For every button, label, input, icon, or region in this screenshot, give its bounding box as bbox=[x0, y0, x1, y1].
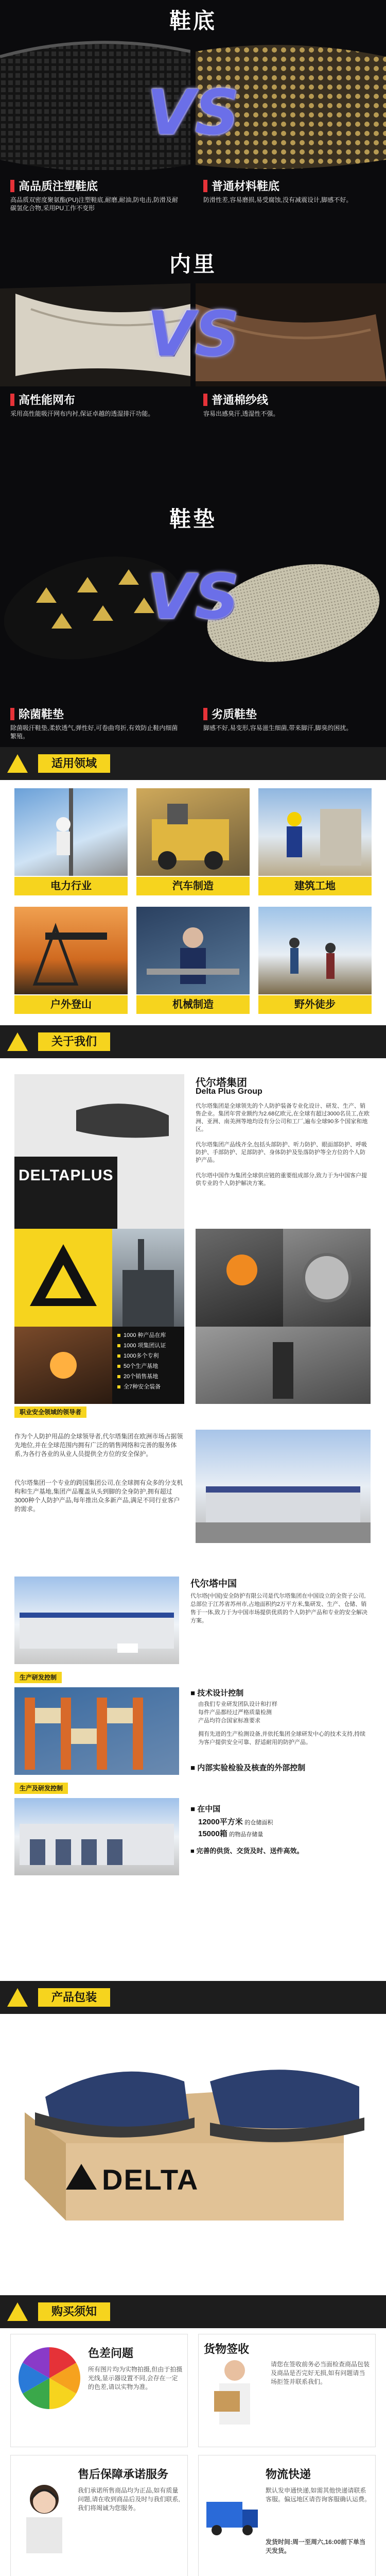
delta-logo-panel bbox=[14, 1229, 112, 1327]
about-intro-1: 代尔塔集团是全球领先的个人防护装备专业化设计、研发、生产、销售企业。集团年营业额约为2.68亿欧元,在全球有超过3000名员工,在欧洲、亚洲、南美洲等地均设有分公司和工厂,遍布全球90多个国家和地区。 bbox=[196, 1103, 370, 1132]
insole-right-block bbox=[203, 706, 373, 732]
worker-image bbox=[196, 1327, 371, 1404]
lining-left-label: 高性能网布 bbox=[10, 392, 180, 408]
control-1-title bbox=[190, 1687, 243, 1698]
control-2-title-text: 内部实验检验及核查的外部控制 bbox=[197, 1764, 306, 1772]
brand-panel bbox=[14, 1074, 184, 1229]
stat-item: 50个生产基地 bbox=[117, 1361, 184, 1371]
about-para-2: 代尔塔集团一个专业的跨国集团公司,在全球拥有众多的分支机构和生产基地,集团产品覆盖从头到脚的全身防护,拥有超过3000种个人防护产品,每年推出众多新产品,满足不同行业客户的需求。 bbox=[14, 1479, 183, 1513]
control-1-item: 产品均符合国家标准要求 bbox=[198, 1718, 260, 1724]
notice-header bbox=[0, 2295, 386, 2328]
work-photo-3 bbox=[14, 1327, 112, 1404]
app-tile-machinery bbox=[136, 907, 250, 994]
group-name-cn: 代尔塔集团 bbox=[196, 1077, 247, 1089]
warehouse-capacity-suffix: 的物品存储量 bbox=[229, 1832, 264, 1838]
app-caption-climbing: 户外登山 bbox=[14, 995, 128, 1014]
group-name-en: Delta Plus Group bbox=[196, 1087, 262, 1096]
work-photo-4 bbox=[196, 1327, 371, 1404]
delta-triangle-icon bbox=[14, 1229, 112, 1327]
app-tile-construction bbox=[258, 788, 372, 876]
sole-left-label: 高品质注塑鞋底 bbox=[10, 178, 180, 194]
hikers-photo bbox=[258, 907, 372, 994]
package-header-label: 产品包装 bbox=[38, 1988, 110, 2007]
about-intro-3: 代尔塔中国作为集团全球供应链的重要组成部分,致力于为中国客户提供专业的个人防护解决方案。 bbox=[196, 1173, 367, 1187]
saw-image bbox=[283, 1229, 371, 1327]
receive-notice-desc: 请您在签收前务必当面检查商品包装及商品是否完好无损,如有问题请当场拒签并联系我们。 bbox=[271, 2361, 370, 2385]
china-building-image bbox=[14, 1577, 179, 1664]
insole-comparison bbox=[0, 438, 386, 778]
warning-triangle-icon bbox=[7, 2302, 28, 2321]
service-notice-desc: 我们承诺所售商品均为正品,如有质量问题,请在收到商品后及时与我们联系,我们将竭诚为您服务。 bbox=[78, 2487, 180, 2512]
about-header-label: 关于我们 bbox=[38, 1032, 110, 1051]
warehouse-title-text: 在中国 bbox=[197, 1805, 221, 1814]
storage-image bbox=[14, 1798, 179, 1875]
lining-vs-mark: VS bbox=[147, 299, 239, 370]
warehouse-delivery bbox=[190, 1845, 303, 1855]
control-1-title-text: 技术设计控制 bbox=[197, 1689, 244, 1698]
shipping-notice-time: 发货时间:周一至周六,16:00前下单当天发货。 bbox=[266, 2538, 366, 2554]
about-intro-2: 代尔塔集团产品线齐全,包括头部防护、听力防护、眼面部防护、呼吸防护、手部防护、足部防护、身体防护及坠落防护等全方位的个人防护产品。 bbox=[196, 1142, 367, 1163]
factory-image bbox=[112, 1229, 184, 1327]
package-photo bbox=[14, 2025, 372, 2231]
box-logo-text: DELTA bbox=[102, 2163, 199, 2196]
lining-right-block bbox=[203, 392, 373, 418]
color-notice-title: 色差问题 bbox=[88, 2347, 134, 2360]
warehouse-title bbox=[190, 1803, 220, 1814]
about-caption-bar: 职业安全领域的领导者 bbox=[14, 1406, 86, 1418]
sole-right-label: 普通材料鞋底 bbox=[203, 178, 373, 194]
construction-photo bbox=[258, 788, 372, 876]
warning-triangle-icon bbox=[7, 754, 28, 773]
customer-service-icon bbox=[16, 2476, 73, 2558]
warehouse-area-value: 12000平方米 bbox=[198, 1818, 243, 1826]
production-bar-1: 生产研发控制 bbox=[14, 1672, 62, 1683]
bullet-icon: ■ bbox=[190, 1805, 198, 1814]
color-wheel-icon bbox=[16, 2345, 83, 2412]
sole-comparison bbox=[0, 0, 386, 222]
insole-left-block bbox=[10, 706, 180, 740]
sole-title: 鞋底 bbox=[169, 9, 217, 33]
power-worker-photo bbox=[14, 788, 128, 876]
control-1-items bbox=[198, 1700, 368, 1725]
app-caption-auto: 汽车制造 bbox=[136, 877, 250, 895]
control-1-item: 由我们专业研发团队设计和打样 bbox=[198, 1701, 277, 1707]
receive-notice-card bbox=[198, 2334, 376, 2447]
app-caption-hiking: 野外徒步 bbox=[258, 995, 372, 1014]
china-desc: 代尔塔(中国)安全防护有限公司是代尔塔集团在中国设立的全资子公司,总部位于江苏省苏州市,占地面积约2万平方米,集研发、生产、仓储、销售于一体,致力于为中国市场提供优质的个人防护产品和专业的安全解决方案。 bbox=[190, 1593, 368, 1624]
storage-photo bbox=[14, 1798, 179, 1875]
lining-left-block bbox=[10, 392, 180, 418]
package-header bbox=[0, 1981, 386, 2014]
insole-title: 鞋垫 bbox=[169, 507, 217, 531]
delivery-person-icon bbox=[204, 2355, 266, 2432]
sole-left-block bbox=[10, 178, 180, 212]
app-tile-power bbox=[14, 788, 128, 876]
applications-header bbox=[0, 747, 386, 780]
bullet-icon: ■ bbox=[190, 1847, 197, 1855]
app-tile-hiking bbox=[258, 907, 372, 994]
warehouse-area bbox=[198, 1816, 273, 1827]
color-notice-desc: 所有图片均为实物拍摄,但由于拍摄光线,显示器设置不同,会存在一定的色差,请以实物为准。 bbox=[88, 2366, 183, 2391]
about-para-1: 作为个人防护用品的全球领导者,代尔塔集团在欧洲市场占据领先地位,并在全球范围内拥有广泛的销售网络和完善的服务体系,为各行各业的从业人员提供全方位的安全保护。 bbox=[14, 1433, 183, 1458]
warehouse-image bbox=[14, 1687, 179, 1775]
warehouse-photo bbox=[14, 1687, 179, 1775]
lining-right-label: 普通棉纱线 bbox=[203, 392, 373, 408]
control-1-item: 每件产品都经过严格质量检测 bbox=[198, 1709, 272, 1716]
control-2-title bbox=[190, 1762, 305, 1773]
receive-notice-title: 货物签收 bbox=[204, 2343, 250, 2355]
lining-right-desc: 容易出感臭汗,透湿性不强。 bbox=[203, 410, 279, 417]
warning-triangle-icon bbox=[7, 1988, 28, 2007]
production-bar-2: 生产及研发控制 bbox=[14, 1783, 68, 1794]
color-notice-card bbox=[10, 2334, 188, 2447]
lining-comparison bbox=[0, 222, 386, 438]
insole-vs-mark: VS bbox=[147, 562, 239, 633]
insole-right-label: 劣质鞋垫 bbox=[203, 706, 373, 722]
welder-image bbox=[196, 1229, 283, 1327]
insole-left-desc: 除菌吸汗鞋垫,柔软透气,弹性好,可卷曲弯折,有效防止鞋内细菌繁殖。 bbox=[10, 724, 178, 740]
building-image bbox=[196, 1430, 371, 1543]
sole-left-desc: 高品质双密度聚氨酯(PU)注塑鞋底,耐磨,耐油,防电击,防滑及耐碳氢化合物,采用PU工作不变形 bbox=[10, 196, 179, 212]
insole-right-desc: 脚感不好,易变形,容易滋生细菌,带来脚汗,脚臭的困扰。 bbox=[203, 724, 353, 732]
warehouse-delivery-text: 完善的供货、交货及时、送件高效。 bbox=[196, 1847, 304, 1855]
app-caption-construction: 建筑工地 bbox=[258, 877, 372, 895]
stat-item: 全7种安全装备 bbox=[117, 1382, 184, 1392]
stats-list bbox=[117, 1330, 184, 1392]
applications-header-label: 适用领域 bbox=[38, 754, 110, 773]
lining-title: 内里 bbox=[169, 252, 217, 276]
lining-left-desc: 采用高性能吸汗网布内衬,保证卓越的透湿排汗功能。 bbox=[10, 410, 154, 417]
insole-left-label: 除菌鞋垫 bbox=[10, 706, 180, 722]
oil-pump-photo bbox=[14, 907, 128, 994]
app-tile-climbing bbox=[14, 907, 128, 994]
sole-right-block bbox=[203, 178, 373, 204]
shipping-notice-desc: 默认发申通快递,如需其他快递请联系客服。偏远地区请咨询客服确认运费。 bbox=[266, 2487, 371, 2503]
work-photo-1 bbox=[196, 1229, 283, 1327]
sole-right-desc: 防滑性差,容易磨损,易受腐蚀,没有减震设计,脚感不好。 bbox=[203, 196, 353, 204]
app-tile-auto bbox=[136, 788, 250, 876]
stat-item: 1000多个专利 bbox=[117, 1351, 184, 1361]
warning-triangle-icon bbox=[7, 1032, 28, 1051]
about-header bbox=[0, 1025, 386, 1058]
brand-logo-text: DELTAPLUS bbox=[19, 1167, 114, 1184]
stat-item: 20个销售基地 bbox=[117, 1371, 184, 1382]
work-photo-2 bbox=[283, 1229, 371, 1327]
bullet-icon: ■ bbox=[190, 1689, 198, 1698]
warehouse-area-suffix: 的仓储面积 bbox=[244, 1820, 273, 1826]
auto-factory-photo bbox=[136, 788, 250, 876]
delivery-truck-icon bbox=[204, 2476, 260, 2553]
brand-shoe-photo bbox=[14, 1074, 184, 1229]
bullet-icon: ■ bbox=[190, 1764, 198, 1772]
shoe-box-image bbox=[14, 2025, 372, 2231]
warehouse-capacity bbox=[198, 1828, 263, 1839]
app-caption-machinery: 机械制造 bbox=[136, 995, 250, 1014]
sole-vs-mark: VS bbox=[147, 77, 239, 149]
shipping-notice-title: 物流快递 bbox=[266, 2468, 311, 2481]
stat-item: 1000 项集团认证 bbox=[117, 1341, 184, 1351]
app-caption-power: 电力行业 bbox=[14, 877, 128, 895]
china-building-photo bbox=[14, 1577, 179, 1664]
control-1-desc: 拥有先进的生产检测设备,并依托集团全球研发中心的技术支持,持续为客户提供安全可靠、舒适耐用的防护产品。 bbox=[198, 1731, 366, 1745]
sparks-image bbox=[14, 1327, 112, 1404]
factory-photo bbox=[112, 1229, 184, 1327]
china-title: 代尔塔中国 bbox=[190, 1579, 237, 1589]
shipping-notice-card bbox=[198, 2455, 376, 2576]
machinery-worker-photo bbox=[136, 907, 250, 994]
service-notice-title: 售后保障承诺服务 bbox=[78, 2468, 169, 2481]
service-notice-card bbox=[10, 2455, 188, 2576]
notice-header-label: 购买须知 bbox=[38, 2302, 110, 2321]
warehouse-capacity-value: 15000箱 bbox=[198, 1829, 227, 1838]
building-photo bbox=[196, 1430, 371, 1543]
stat-item: 1000 种产品在库 bbox=[117, 1330, 184, 1341]
